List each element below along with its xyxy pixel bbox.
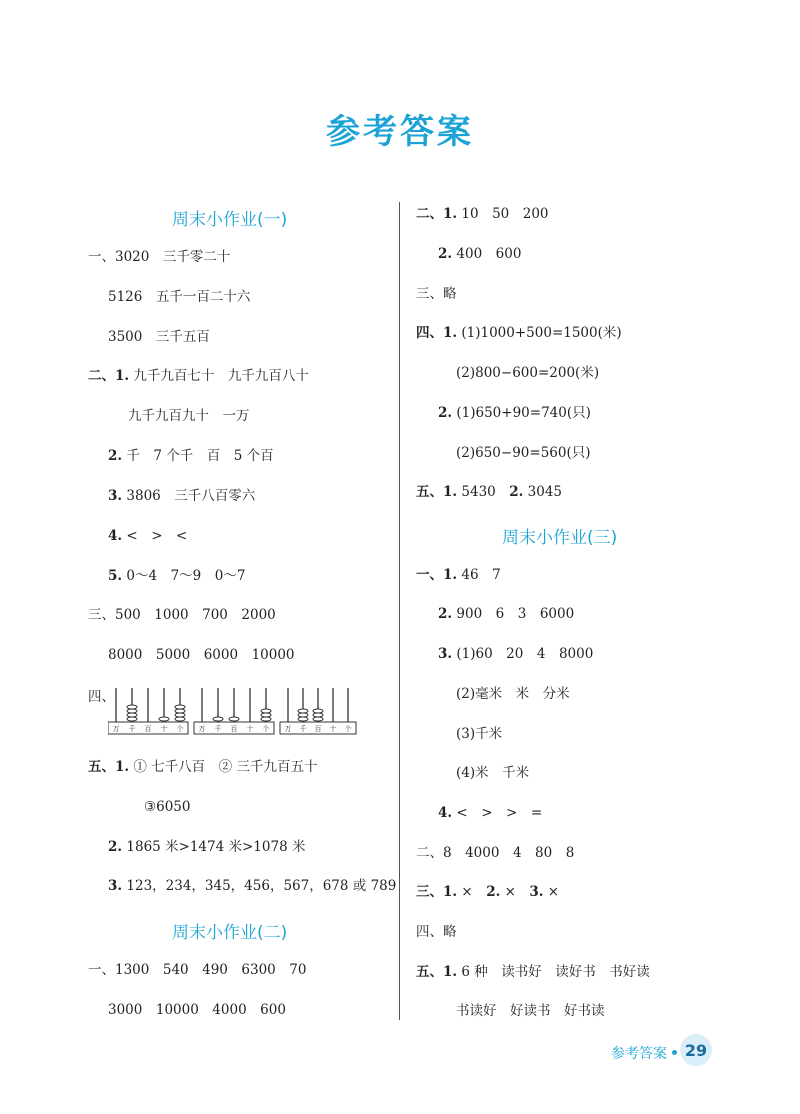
abacus-label: 十 (329, 725, 337, 733)
answer-line (108, 487, 255, 505)
answer-text: (1)60 20 4 8000 (452, 646, 594, 662)
answer-text: 900 6 3 6000 (452, 606, 575, 622)
answer-line (108, 527, 187, 545)
answer-line: 3500 三千五百 (108, 329, 210, 345)
abacus-label: 百 (314, 725, 322, 733)
answer-line (438, 245, 521, 263)
answer-text: (1)1000+500=1500(米) (457, 325, 622, 341)
answer-line: 四、略 (416, 924, 457, 940)
abacus-label: 万 (112, 725, 120, 733)
answer-text: 3045 (523, 484, 562, 500)
section-heading-1: 周末小作业(一) (172, 210, 288, 230)
question-number: 2. (438, 606, 453, 622)
answer-line (438, 645, 593, 663)
answer-text: < > < (122, 528, 188, 544)
answer-line: 四、 (88, 689, 115, 705)
question-number: 2. (509, 484, 524, 500)
answer-text: 123，234，345，456，567，678 或 789 (122, 878, 397, 894)
question-number: 4. (108, 528, 123, 544)
answer-text: 46 7 (457, 567, 501, 583)
answer-line: 5126 五千一百二十六 (108, 289, 251, 305)
abacus-label: 个 (262, 725, 270, 733)
answer-line (108, 447, 274, 465)
footer-label: 参考答案 (611, 1046, 667, 1062)
abacus-label: 千 (214, 725, 222, 733)
answer-line (108, 877, 396, 895)
answer-line: (4)米 千米 (456, 765, 530, 781)
answer-line: (2)800−600=200(米) (456, 365, 600, 381)
answer-text: 5430 (457, 484, 510, 500)
answer-text: × (543, 884, 560, 900)
question-number: 3. (529, 884, 544, 900)
answer-line: ③6050 (144, 799, 191, 815)
answer-text: < > > = (452, 805, 543, 821)
answer-text: 3806 三千八百零六 (122, 488, 256, 504)
question-number: 5. (108, 568, 123, 584)
abacus-label: 个 (344, 725, 352, 733)
answer-text: 九千九百七十 九千九百八十 (129, 368, 309, 384)
section-heading-2: 周末小作业(二) (172, 923, 288, 943)
question-number: 一、1. (416, 567, 458, 583)
abacus-label: 个 (176, 725, 184, 733)
question-number: 三、1. (416, 884, 458, 900)
answer-text: × (500, 884, 530, 900)
question-number: 3. (438, 646, 453, 662)
answer-line: 三、500 1000 700 2000 (88, 607, 276, 623)
question-number: 五、1. (416, 964, 458, 980)
question-number: 2. (438, 405, 453, 421)
answer-line (416, 566, 501, 584)
abacus-label: 十 (246, 725, 254, 733)
page-title: 参考答案 (326, 112, 474, 152)
answer-line: 书读好 好读书 好书读 (456, 1003, 605, 1019)
answer-line: 3000 10000 4000 600 (108, 1002, 286, 1018)
abacus-label: 千 (128, 725, 136, 733)
abacus-label: 千 (299, 725, 307, 733)
question-number: 3. (108, 488, 123, 504)
answer-line (416, 963, 650, 981)
answer-line (438, 605, 574, 623)
question-number: 2. (108, 839, 123, 855)
answer-line (416, 324, 622, 342)
answer-line (416, 483, 562, 501)
question-number: 二、1. (416, 206, 458, 222)
answer-line (438, 404, 591, 422)
question-number: 2. (108, 448, 123, 464)
answer-text: ① 七千八百 ② 三千九百五十 (129, 759, 318, 775)
column-divider (399, 202, 400, 1020)
answer-text: 千 7 个千 百 5 个百 (122, 448, 274, 464)
answer-line: 一、1300 540 490 6300 70 (88, 962, 307, 978)
question-number: 2. (438, 246, 453, 262)
answer-line (416, 883, 559, 901)
answer-line: (2)650−90=560(只) (456, 445, 591, 461)
abacus-label: 万 (198, 725, 206, 733)
answer-line (88, 367, 309, 385)
question-number: 3. (108, 878, 123, 894)
question-number: 4. (438, 805, 453, 821)
answer-text: 6 种 读书好 读好书 书好读 (457, 964, 650, 980)
question-number: 二、1. (88, 368, 130, 384)
question-number: 五、1. (416, 484, 458, 500)
answer-line (416, 205, 549, 223)
answer-text: 400 600 (452, 246, 522, 262)
answer-line: 三、略 (416, 286, 457, 302)
answer-line: (2)毫米 米 分米 (456, 686, 570, 702)
question-number: 四、1. (416, 325, 458, 341)
answer-line: 二、8 4000 4 80 8 (416, 845, 575, 861)
answer-line (438, 804, 542, 822)
abacus-label: 百 (144, 725, 152, 733)
abacus-label: 十 (160, 725, 168, 733)
answer-text: × (457, 884, 487, 900)
abacus-label: 万 (284, 725, 292, 733)
answer-text: 0～4 7～9 0～7 (122, 568, 246, 584)
section-heading-3: 周末小作业(三) (502, 528, 618, 548)
answer-line (108, 567, 245, 585)
footer-dot-icon (672, 1050, 677, 1055)
answer-text: 1865 米>1474 米>1078 米 (122, 839, 306, 855)
answer-line: 一、3020 三千零二十 (88, 249, 231, 265)
page-number: 29 (680, 1034, 712, 1066)
answer-line: 九千九百九十 一万 (128, 408, 250, 424)
question-number: 五、1. (88, 759, 130, 775)
answer-line (88, 758, 317, 776)
abacus-label: 百 (230, 725, 238, 733)
answer-line: (3)千米 (456, 726, 503, 742)
question-number: 2. (486, 884, 501, 900)
answer-line: 8000 5000 6000 10000 (108, 647, 295, 663)
answer-text: (1)650+90=740(只) (452, 405, 591, 421)
abacus-diagrams (108, 686, 358, 736)
answer-text: 10 50 200 (457, 206, 549, 222)
answer-line (108, 838, 305, 856)
